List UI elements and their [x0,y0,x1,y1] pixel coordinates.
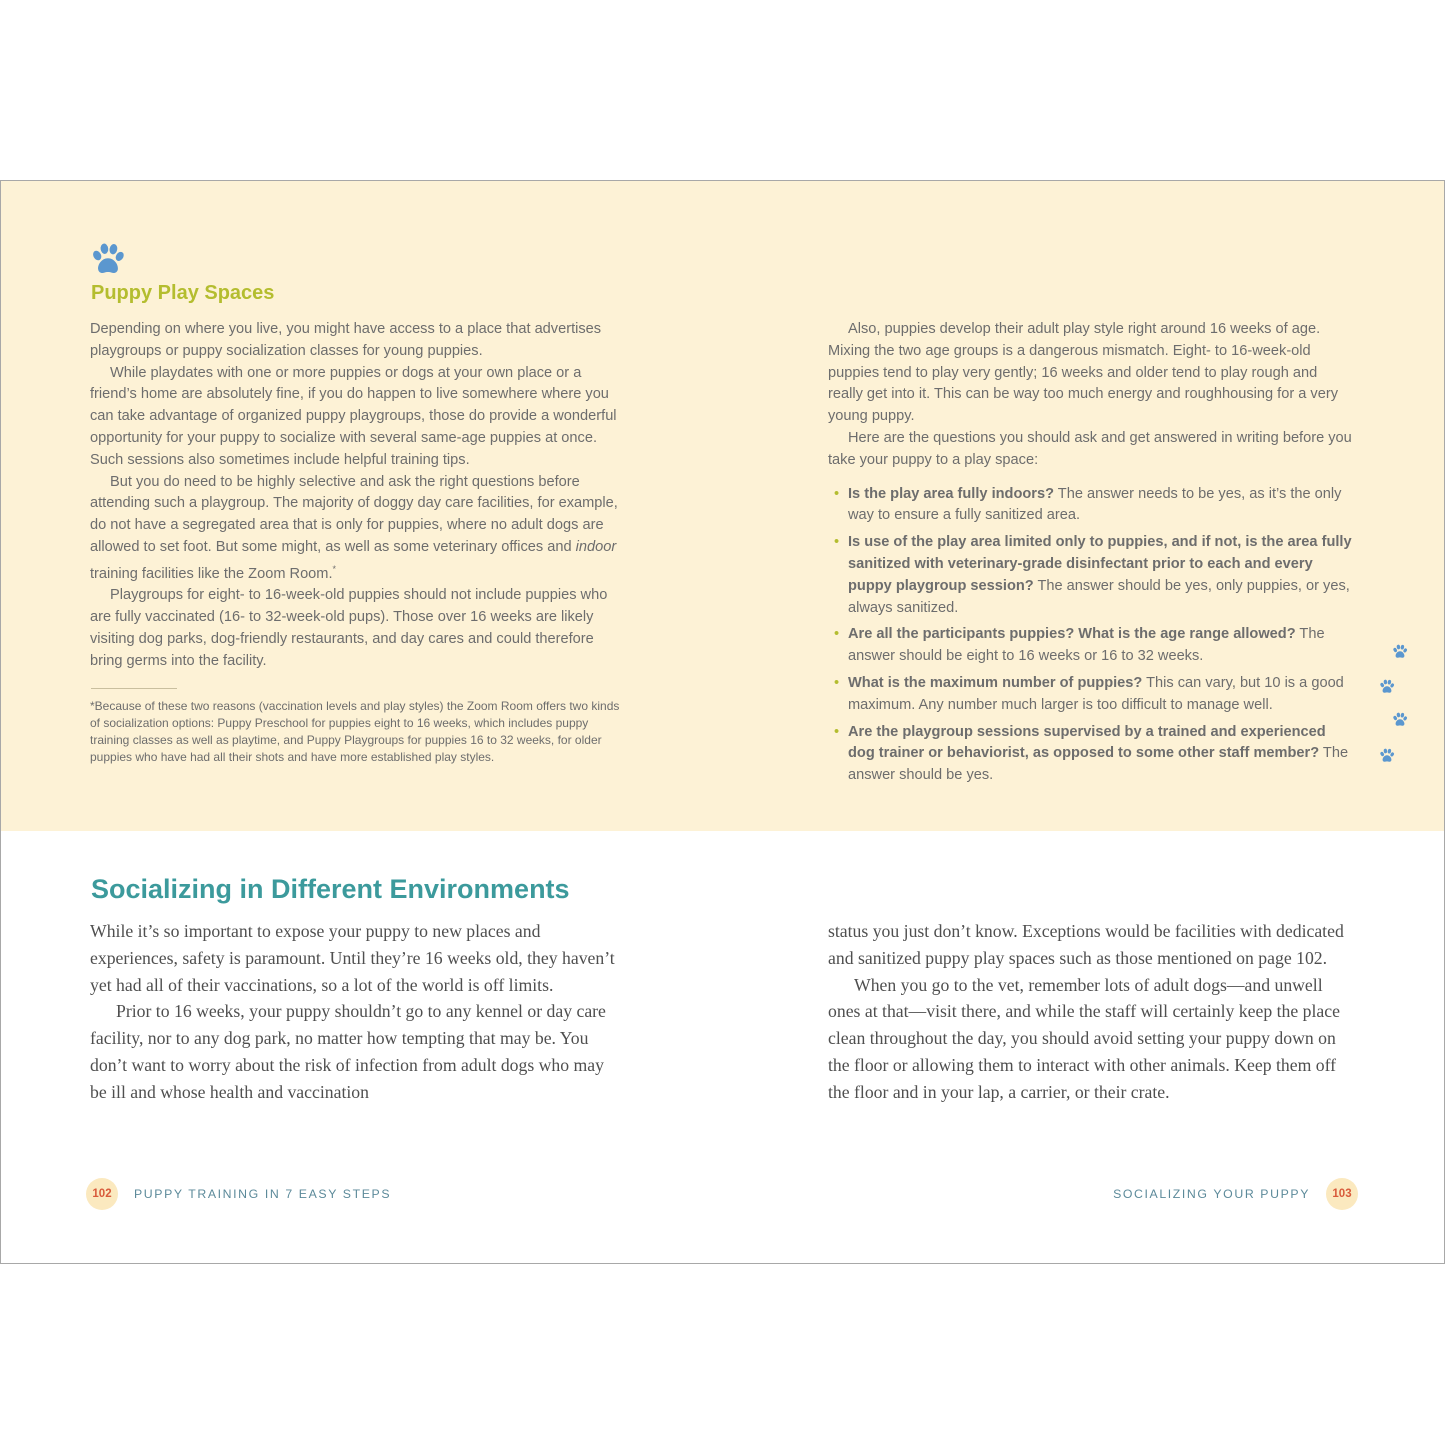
answer-text: The answer should be yes, only puppies, or yes, always sanitized. [848,577,1350,616]
question-text: Are the playgroup sessions supervised by a trained and experienced dog trainer or behaviorist, as opposed to some other staff member? [848,723,1326,762]
main-left-column [90,918,620,1106]
section-title: Socializing in Different Environments [91,874,570,904]
question-text: Is the play area fully indoors? [848,485,1054,502]
question-list-item [828,673,1356,717]
paw-print-icon [1379,748,1395,764]
sidebar-paragraph: Depending on where you live, you might have access to a place that advertises playgroups or puppy socialization classes for young puppies. [90,321,602,359]
answer-text: The answer should be yes. [848,745,1349,784]
question-list-item [828,484,1356,528]
question-list [828,484,1356,787]
italic-text: indoor [575,538,617,555]
text-run: training facilities like the Zoom Room. [90,565,333,582]
paw-print-icon [1379,679,1395,695]
body-paragraph: While it’s so important to expose your puppy to new places and experiences, safety is paramount. Until they’re 16 weeks old, they haven’t yet had all of their vaccinations, so a lot of the world is off limits. [90,921,615,995]
sidebar-right-column [828,319,1356,792]
body-paragraph: Prior to 16 weeks, your puppy shouldn’t go to any kennel or day care facility, nor to any dog park, no matter how tempting that may be. You don’t want to worry about the risk of infection from adult dogs who may be ill and whose health and vaccination [90,1001,606,1102]
paw-print-icon [90,242,126,278]
main-right-column [828,918,1358,1106]
sidebar-title: Puppy Play Spaces [91,282,275,304]
question-list-item [828,624,1356,668]
page-number-right: 103 [1326,1178,1358,1210]
sidebar-paragraph: Also, puppies develop their adult play style right around 16 weeks of age. Mixing the two age groups is a dangerous mismatch. Eight- to 16-week-old puppies tend to play very gently; 16 weeks and older tend to play rough and really get into it. This can be way too much energy and roughhousing for a very young puppy. [828,321,1338,425]
answer-text: This can vary, but 10 is a good maximum. Any number much larger is too difficult to manage well. [848,674,1344,713]
question-text: Are all the participants puppies? What is the age range allowed? [848,626,1296,643]
sidebar-paragraph [90,472,620,586]
sidebar-paragraph: Here are the questions you should ask and get answered in writing before you take your puppy to a play space: [828,429,1352,468]
question-list-item [828,532,1356,619]
page-number-left: 102 [86,1178,118,1210]
body-paragraph: status you just don’t know. Exceptions would be facilities with dedicated and sanitized puppy play spaces such as those mentioned on page 102. [828,921,1344,968]
book-spread [0,180,1445,1264]
footnote-marker: * [332,563,337,574]
sidebar-box-puppy-play-spaces [1,181,1444,831]
footnote-divider [91,688,177,689]
answer-text: The answer needs to be yes, as it’s the only way to ensure a fully sanitized area. [848,485,1342,524]
question-text: Is use of the play area limited only to puppies, and if not, is the area fully sanitized with veterinary-grade disinfectant prior to each and every puppy playgroup session? [848,534,1352,594]
answer-text: The answer should be eight to 16 weeks or 16 to 32 weeks. [848,626,1325,665]
sidebar-paragraph: While playdates with one or more puppies or dogs at your own place or a friend’s home are absolutely fine, if you do happen to live somewhere where you can take advantage of organized puppy playgroups, those do provide a wonderful opportunity for your puppy to socialize with several same-age puppies at once. Such sessions also sometimes include helpful training tips. [90,364,617,468]
sidebar-left-column [90,319,620,673]
body-paragraph: When you go to the vet, remember lots of adult dogs—and unwell ones at that—visit there, and while the staff will certainly keep the place clean throughout the day, you should avoid setting your puppy down on the floor or allowing them to interact with other animals. Keep them off the floor and in your lap, a carrier, or their crate. [828,974,1340,1102]
footnote: *Because of these two reasons (vaccination levels and play styles) the Zoom Room offers two kinds of socialization options: Puppy Preschool for puppies eight to 16 weeks, which includes puppy training classes as well as playtime, and Puppy Playgroups for puppies 16 to 32 weeks, for older puppies who have had all their shots and have more established play styles. [90,699,620,764]
question-list-item [828,722,1356,787]
running-head-right: SOCIALIZING YOUR PUPPY [1113,1187,1310,1201]
sidebar-paragraph: Playgroups for eight- to 16-week-old puppies should not include puppies who are fully vaccinated (16- to 32-week-old pups). Those over 16 weeks are likely visiting dog parks, dog-friendly restaurants, and day cares and could therefore bring germs into the facility. [90,587,608,669]
question-text: What is the maximum number of puppies? [848,674,1143,691]
text-run: But you do need to be highly selective and ask the right questions before attending such a playgroup. The majority of doggy day care facilities, for example, do not have a segregated area that is only for puppies, where no adult dogs are allowed to set foot. But some might, as well as some veterinary offices and [90,473,618,555]
running-head-left: PUPPY TRAINING IN 7 EASY STEPS [134,1187,392,1201]
paw-print-icon [1392,712,1408,728]
paw-print-icon [1392,644,1408,660]
